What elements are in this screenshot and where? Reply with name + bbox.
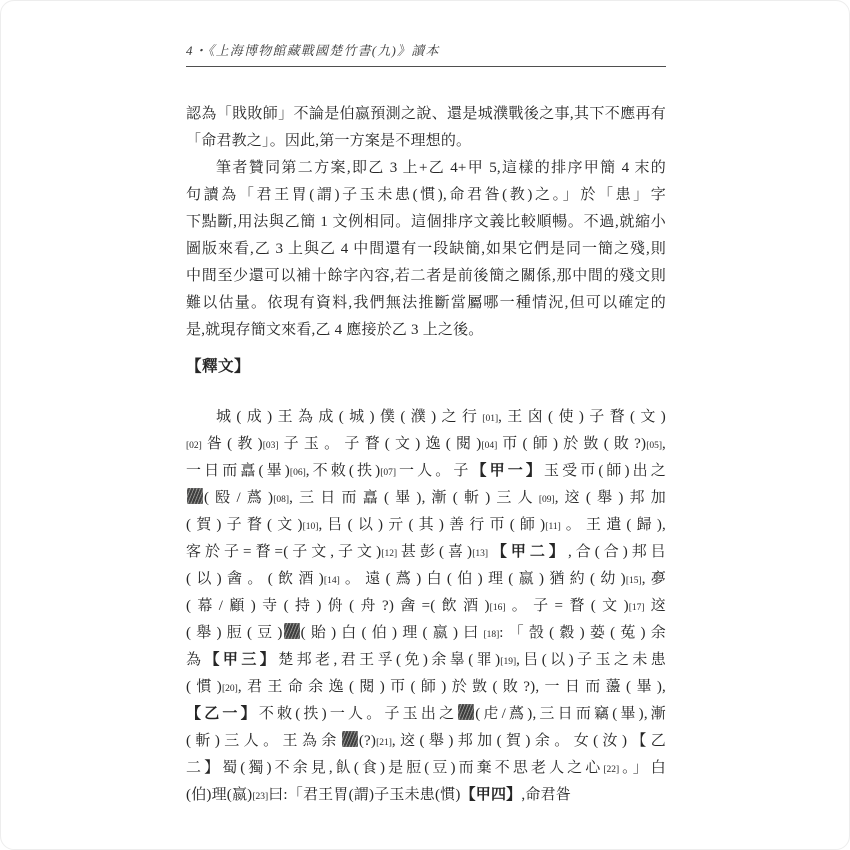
note-marker: [07] bbox=[380, 468, 397, 478]
slip-marker: 【甲二】 bbox=[488, 544, 568, 560]
text-line: 認為「戝敗師」不論是伯嬴預測之說、還是城濮戰後之事,其下不應再有 bbox=[186, 106, 666, 122]
note-marker: [18] bbox=[483, 630, 500, 640]
text-line: (伯)理(嬴)[23]曰:「君王胃(謂)子玉未患(慣)【甲四】,命君昝 bbox=[186, 787, 571, 803]
text-line: 句讀為「君王胃(謂)子玉未患(慣),命君昝(教)之。」於「患」字 bbox=[186, 187, 666, 203]
text-line: 下點斷,用法與乙簡 1 文例相同。這個排序文義比較順暢。不過,就縮小 bbox=[186, 214, 666, 230]
slip-marker: 【乙一】 bbox=[186, 706, 259, 722]
note-marker: [19] bbox=[500, 657, 517, 667]
slip-marker: 【甲三】 bbox=[204, 652, 279, 668]
transcription-paragraph bbox=[186, 404, 666, 809]
note-marker: [06] bbox=[289, 468, 306, 478]
note-marker: [01] bbox=[482, 414, 499, 424]
note-marker: [05] bbox=[646, 441, 663, 451]
section-heading-shiwen: 【釋文】 bbox=[186, 358, 251, 375]
note-marker: [21] bbox=[376, 738, 392, 748]
text-line: (賀)子瞀(文)[10],㠯(以)亓(其)善行帀(師)[11]。王遣(歸), bbox=[186, 517, 666, 533]
text-line: 圖版來看,乙 3 上與乙 4 中間還有一段缺簡,如果它們是同一簡之殘,則 bbox=[186, 241, 666, 257]
note-marker: [09] bbox=[538, 495, 555, 505]
note-marker: [23] bbox=[252, 792, 269, 802]
bamboo-glyph-image bbox=[458, 704, 474, 720]
text-line: (舉)脰(豆) (貽)白(伯)理(嬴)曰[18]:「嗀(縠)蒆(菟)余 bbox=[186, 625, 666, 641]
text-line: 筆者贊同第二方案,即乙 3 上+乙 4+甲 5,這樣的排序甲簡 4 末的 bbox=[216, 160, 666, 176]
text-line: 二】蜀(獨)不余見,飤(食)是脰(豆)而棄不思老人之心[22]。」白 bbox=[186, 760, 666, 776]
text-line: [02]昝(教)[03]子玉。子瞀(文)逸(閱)[04]帀(師)於敳(敗?)[05], bbox=[186, 436, 666, 452]
text-line: 一日而譶(畢)[06],不敇(抶)[07]一人。子【甲一】玉受帀(師)出之 bbox=[186, 463, 666, 479]
bamboo-glyph-image bbox=[342, 731, 358, 747]
note-marker: [13] bbox=[472, 549, 489, 559]
text-line: 難以估量。依現有資料,我們無法推斷當屬哪一種情況,但可以確定的 bbox=[186, 295, 666, 311]
text-line: (殹/蔿)[08],三日而譶(畢),漸(斬)三人[09],䢒(舉)邦加 bbox=[186, 485, 666, 512]
note-marker: [02] bbox=[186, 441, 202, 451]
note-marker: [22] bbox=[603, 765, 620, 775]
bamboo-glyph-image bbox=[187, 488, 203, 504]
note-marker: [14] bbox=[323, 576, 340, 586]
text-line: (以)酓。(飲酒)[14]。遠(蔿)白(伯)理(嬴)猶約(幼)[15],夣 bbox=[186, 571, 666, 587]
text-line: (慣)[20],君王命余逸(閱)帀(師)於敳(敗?),一日而蘯(畢), bbox=[186, 679, 666, 695]
text-line: 城(成)王為成(城)僕(濮)之行[01],王囟(使)子瞀(文) bbox=[216, 409, 666, 425]
note-marker: [16] bbox=[489, 603, 506, 613]
text-line: (幕/顧)寺(持)侜(舟?)酓=(飲酒)[16]。子=瞀(文)[17]䢒 bbox=[186, 598, 666, 614]
note-marker: [08] bbox=[273, 495, 290, 505]
note-marker: [04] bbox=[481, 441, 498, 451]
text-line: 為【甲三】楚邦老,君王孚(免)余辠(罪)[19],㠯(以)子玉之未患 bbox=[186, 652, 666, 668]
bamboo-glyph-image bbox=[284, 623, 300, 639]
note-marker: [12] bbox=[381, 549, 398, 559]
slip-marker: 【甲四】 bbox=[460, 787, 522, 803]
running-header: 4・《上海博物館藏戰國楚竹書(九)》讀本 bbox=[186, 40, 666, 67]
note-marker: [03] bbox=[262, 441, 279, 451]
note-marker: [17] bbox=[628, 603, 645, 613]
note-marker: [10] bbox=[302, 522, 319, 532]
note-marker: [15] bbox=[625, 576, 642, 586]
page-content bbox=[186, 40, 666, 809]
slip-marker: 【甲一】 bbox=[471, 463, 544, 479]
text-line: 客於子=瞀=(子文,子文)[12]甚彭(喜)[13]【甲二】,合(合)邦㠯 bbox=[186, 544, 666, 560]
text-line: (斬)三人。王為余 (?)[21],䢒(舉)邦加(賀)余。女(汝)【乙 bbox=[186, 733, 666, 749]
note-marker: [20] bbox=[221, 684, 238, 694]
text-line: 是,就現存簡文來看,乙 4 應接於乙 3 上之後。 bbox=[186, 322, 484, 338]
note-marker: [11] bbox=[545, 522, 561, 532]
text-line: 「命君教之」。因此,第一方案是不理想的。 bbox=[186, 133, 472, 149]
text-line: 【乙一】不敇(抶)一人。子玉出之 (虍/蔿),三日而竊(畢),漸 bbox=[186, 706, 666, 722]
discussion-paragraphs bbox=[186, 101, 666, 344]
text-line: 中間至少還可以補十餘字內容,若二者是前後簡之關係,那中間的殘文則 bbox=[186, 268, 666, 284]
